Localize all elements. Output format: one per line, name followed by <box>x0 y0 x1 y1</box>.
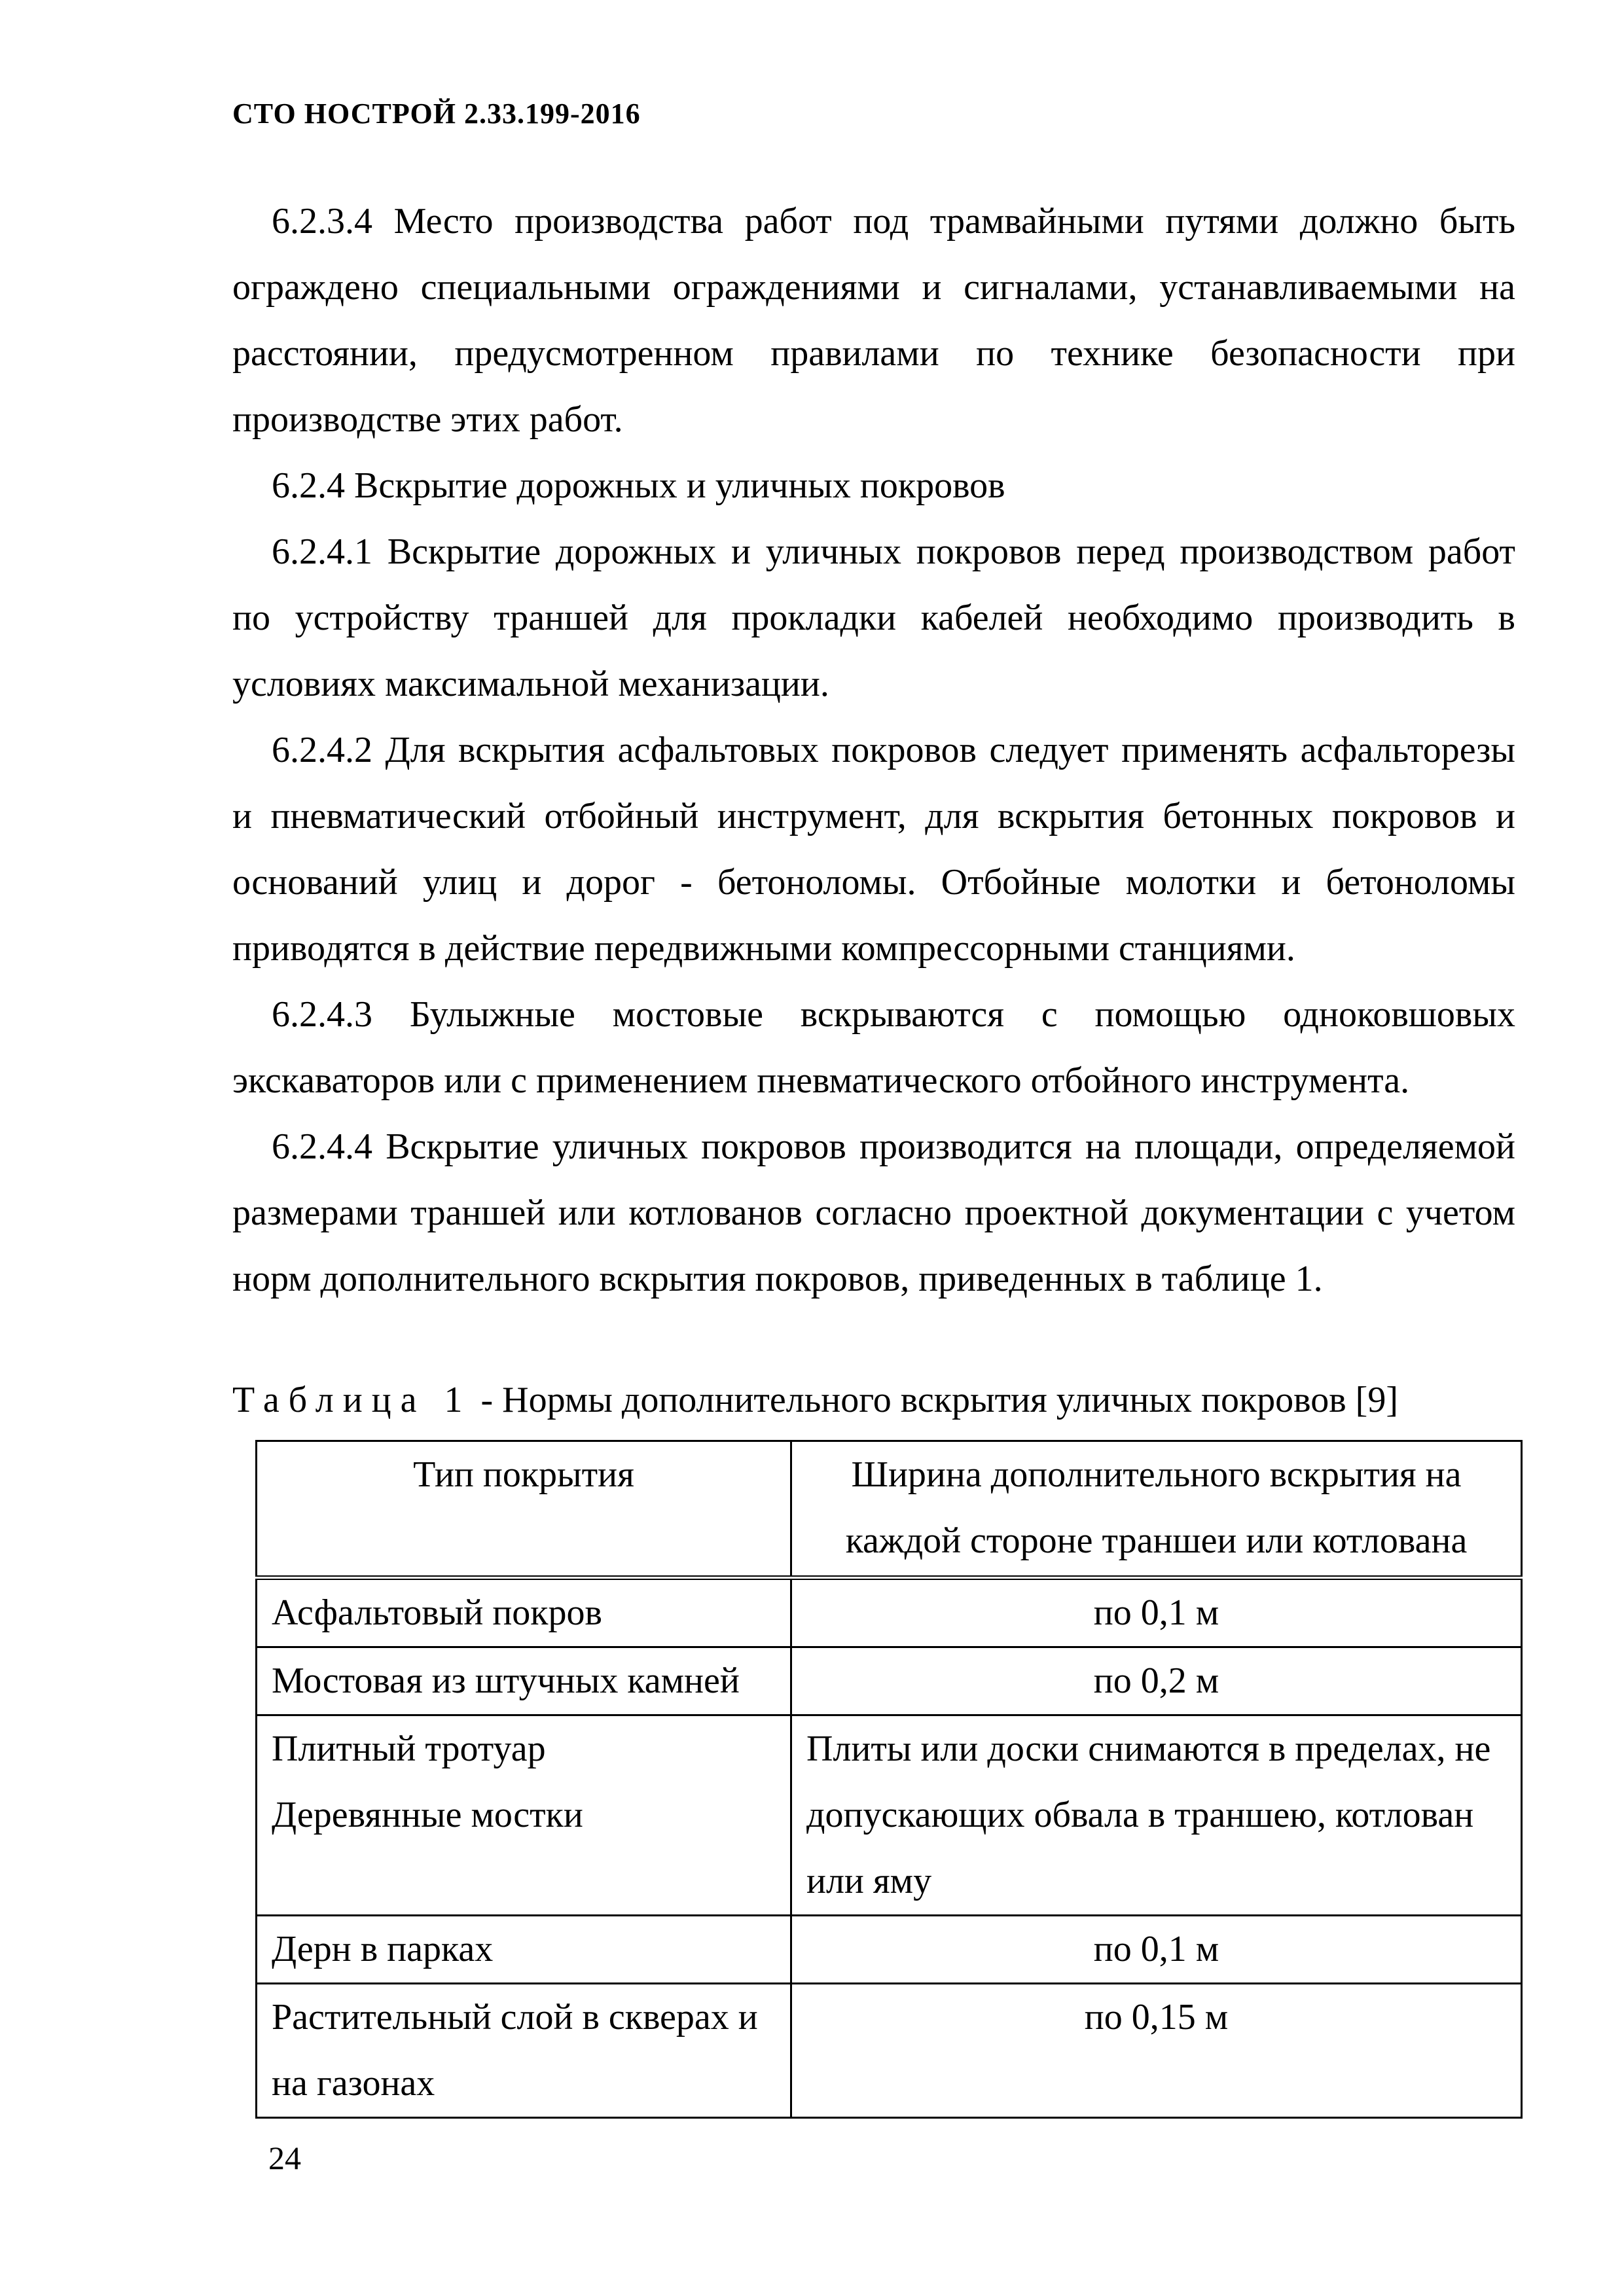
cell-type-line: Плитный тротуар <box>272 1729 546 1769</box>
table-row <box>257 1647 1522 1715</box>
table-caption-text: - Нормы дополнительного вскрытия уличных покровов [9] <box>480 1380 1398 1420</box>
cell-width: по 0,1 м <box>791 1916 1522 1984</box>
table-header-row <box>257 1441 1522 1578</box>
paragraph-6-2-4-1: 6.2.4.1 Вскрытие дорожных и уличных покровов перед производством работ по устройству траншей для прокладки кабелей необходимо производить в условиях максимальной механизации. <box>232 531 1515 704</box>
page-number: 24 <box>268 2140 301 2176</box>
cell-width: по 0,15 м <box>791 1984 1522 2118</box>
body-text <box>232 188 1515 1312</box>
table-row <box>257 1916 1522 1984</box>
paragraph-6-2-4-2: 6.2.4.2 Для вскрытия асфальтовых покровов следует применять асфальторезы и пневматический отбойный инструмент, для вскрытия бетонных покровов и оснований улиц и дорог - бетоноломы. Отбойные молотки и бетоноломы приводятся в действие передвижными компрессорными станциями. <box>232 730 1515 969</box>
cell-width: по 0,1 м <box>791 1578 1522 1647</box>
cell-type <box>257 1715 791 1916</box>
table-caption-label: Таблица 1 <box>232 1380 472 1420</box>
paragraph-6-2-3-4: 6.2.3.4 Место производства работ под трамвайными путями должно быть ограждено специальными ограждениями и сигналами, устанавливаемыми на расстоянии, предусмотренном правилами по технике безопасности при производстве этих работ. <box>232 201 1515 440</box>
header-cell-type: Тип покрытия <box>257 1441 791 1578</box>
cell-width: Плиты или доски снимаются в пределах, не допускающих обвала в траншею, котлован или яму <box>791 1715 1522 1916</box>
cell-type: Мостовая из штучных камней <box>257 1647 791 1715</box>
cell-type: Асфальтовый покров <box>257 1578 791 1647</box>
table-row <box>257 1715 1522 1916</box>
section-heading-6-2-4: 6.2.4 Вскрытие дорожных и уличных покровов <box>272 465 1005 506</box>
table-row <box>257 1984 1522 2118</box>
cell-type: Растительный слой в скверах и на газонах <box>257 1984 791 2118</box>
header-cell-width: Ширина дополнительного вскрытия на каждой стороне траншеи или котлована <box>791 1441 1522 1578</box>
paragraph-6-2-4-4: 6.2.4.4 Вскрытие уличных покровов производится на площади, определяемой размерами траншей или котлованов согласно проектной документации с учетом норм дополнительного вскрытия покровов, приведенных в таблице 1. <box>232 1126 1515 1299</box>
cell-type-line: Деревянные мостки <box>272 1795 583 1835</box>
cell-type: Дерн в парках <box>257 1916 791 1984</box>
paragraph-6-2-4-3: 6.2.4.3 Булыжные мостовые вскрываются с помощью одноковшовых экскаваторов или с применением пневматического отбойного инструмента. <box>232 994 1515 1101</box>
document-header: СТО НОСТРОЙ 2.33.199-2016 <box>232 98 641 130</box>
table-row <box>257 1578 1522 1647</box>
norms-table <box>255 1440 1523 2119</box>
table-caption <box>232 1377 1398 1423</box>
cell-width: по 0,2 м <box>791 1647 1522 1715</box>
